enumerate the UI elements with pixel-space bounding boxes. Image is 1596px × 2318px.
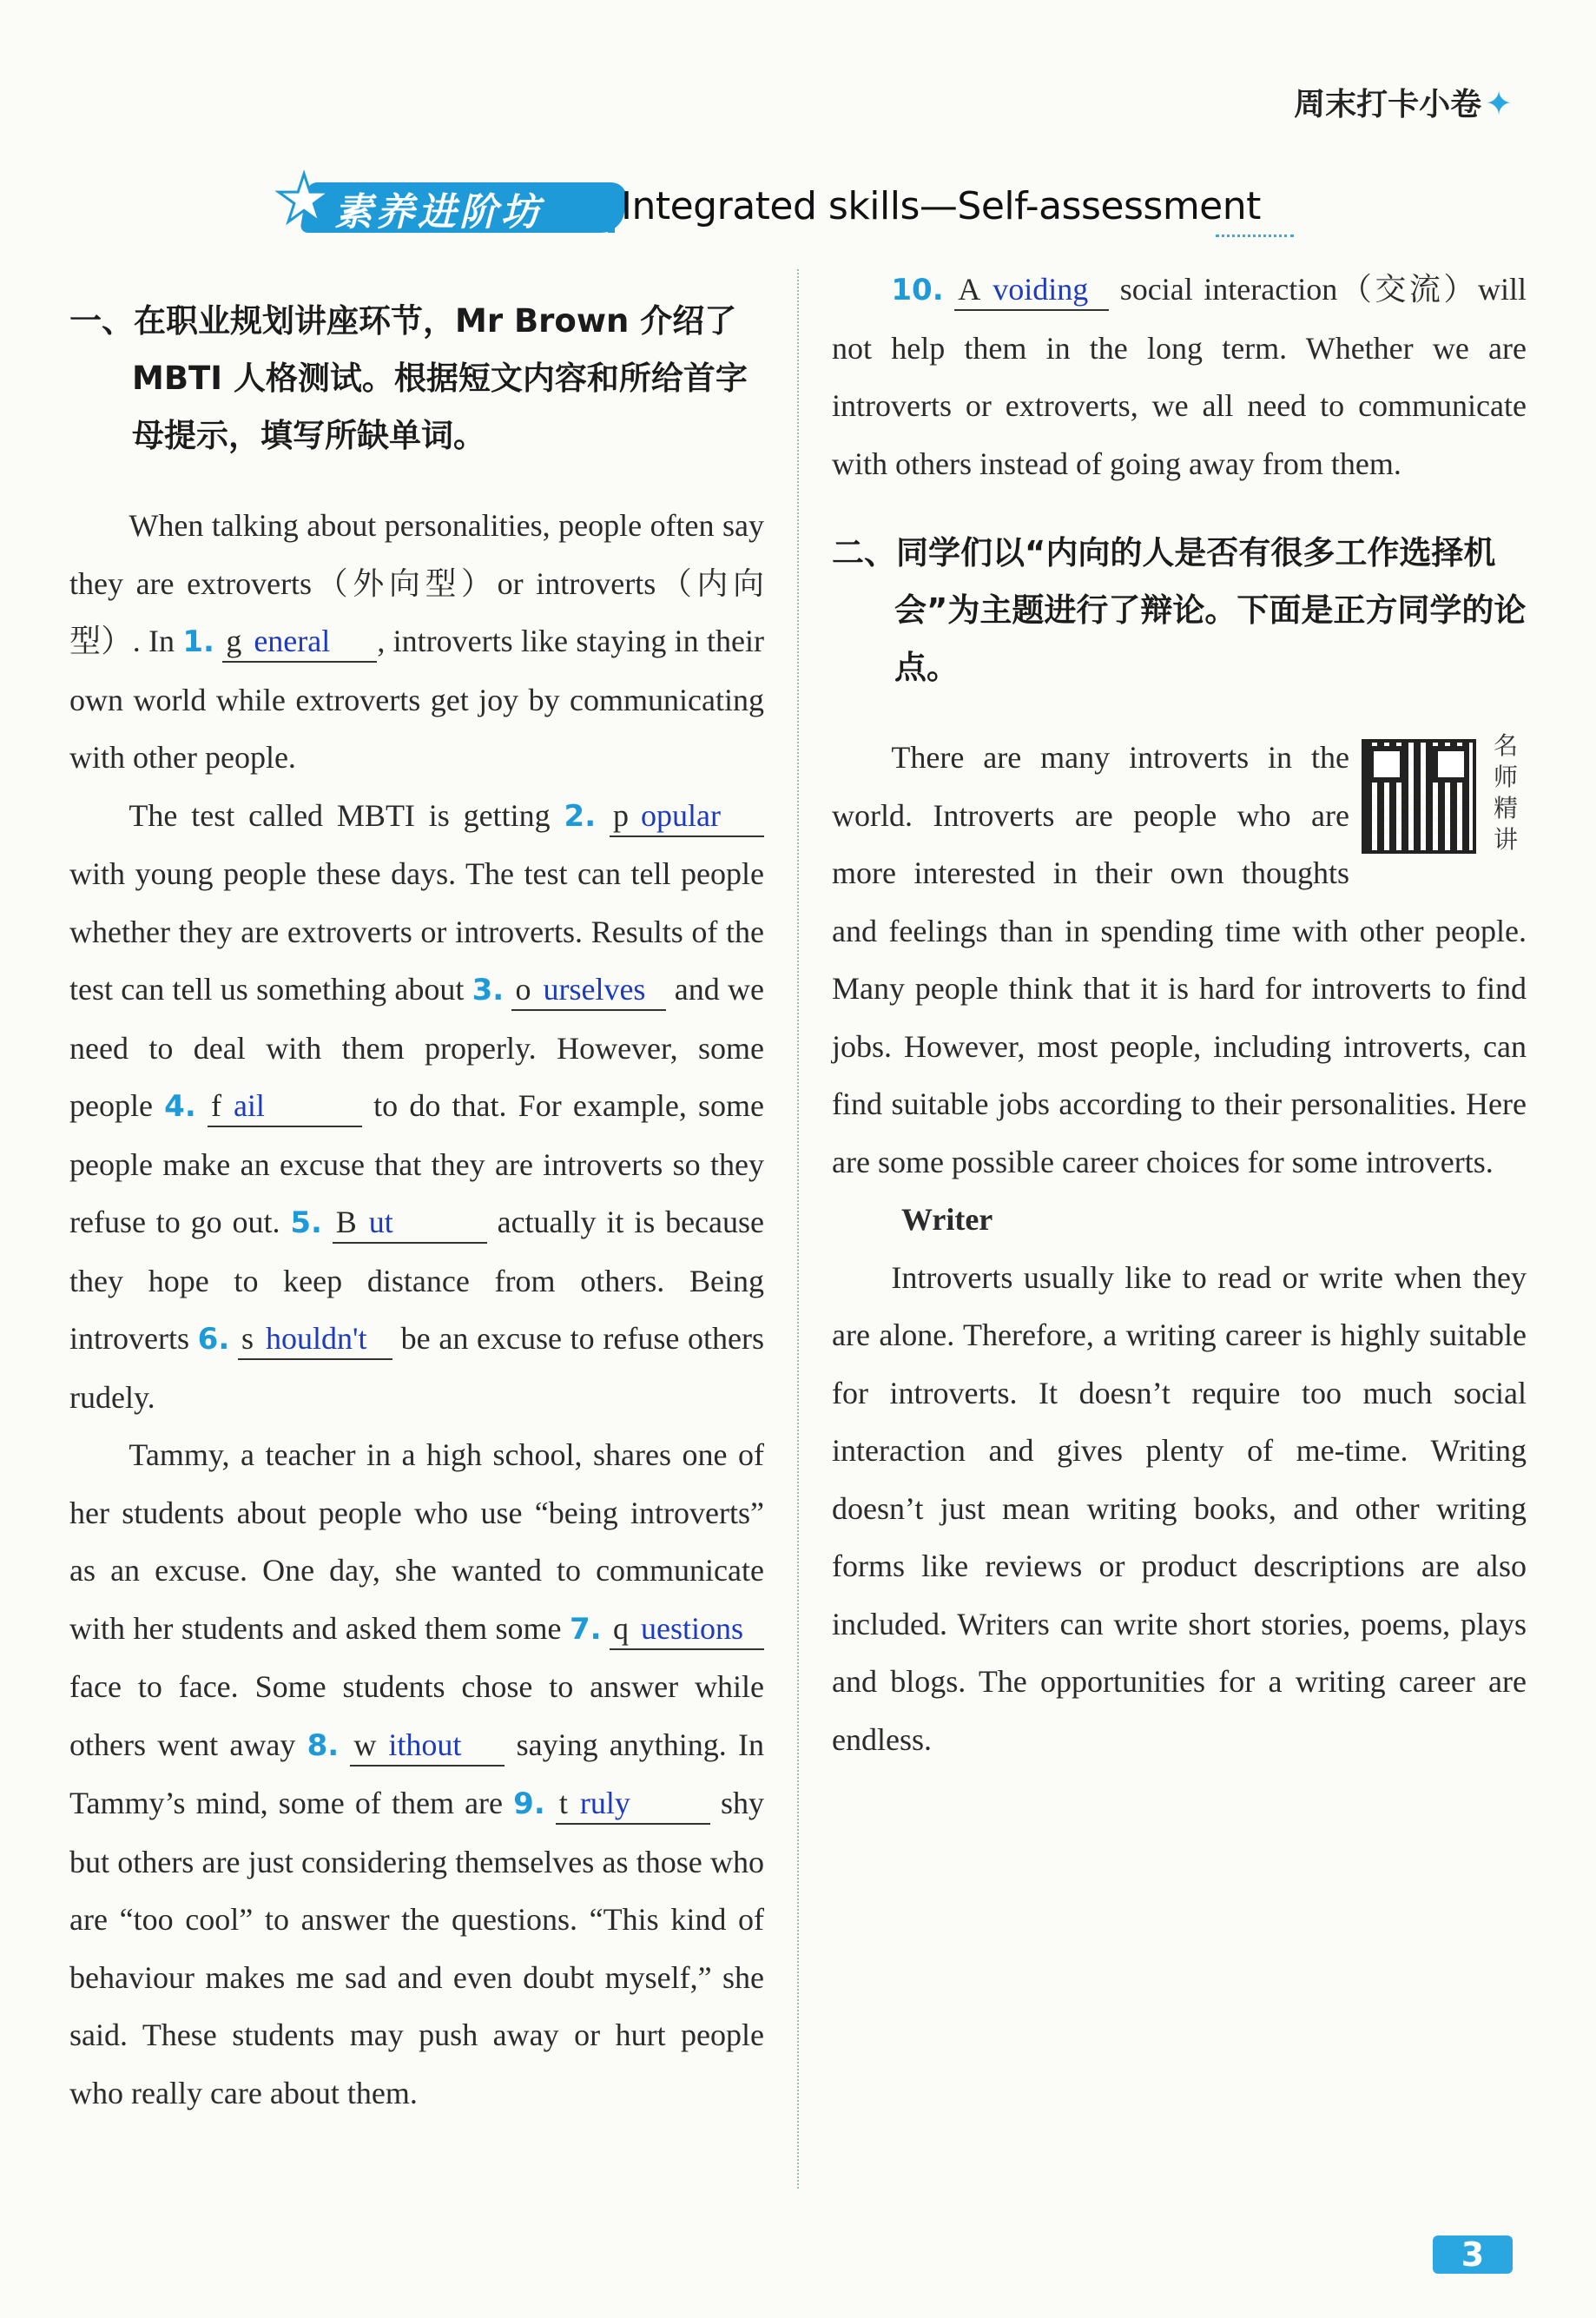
answer-blank-2[interactable]: p opular	[610, 796, 764, 837]
section2-paragraph-1: There are many introverts in the world. Introverts are people who are more interested in their own thoughts and feelings than in spending time with other people. Many people think that it is hard for introverts to find jobs. However, most people, including introverts, can find suitable jobs according to their personalities. Here are some possible career choices for some introverts.	[832, 740, 1527, 1179]
section2-heading: 二、同学们以“内向的人是否有很多工作选择机会”为主题进行了辩论。下面是正方同学的论点。	[832, 534, 1527, 686]
answer-blank-4[interactable]: f ail	[208, 1086, 362, 1127]
right-column	[832, 261, 1527, 1768]
sparkle-icon: ✦	[1485, 84, 1513, 122]
section1-paragraph-3: Tammy, a teacher in a high school, shares one of her students about people who use “being introverts” as an excuse. One day, she wanted to communicate with her students and asked them some 7. q uestions face to face. Some students chose to answer while others went away 8. w ithout saying anything. In Tammy’s mind, some of them are 9. t ruly shy but others are just considering themselves as those who are “too cool” to answer the questions. “This kind of behaviour makes me sad and even doubt myself,” she said. These students may push away or hurt people who really care about them.	[69, 1437, 765, 2110]
answer-blank-1[interactable]: g eneral	[222, 621, 377, 663]
left-column	[69, 261, 764, 2122]
answer-blank-8[interactable]: w ithout	[350, 1725, 505, 1767]
banner-dots	[1216, 234, 1294, 237]
blank-number: 2.	[564, 798, 597, 834]
banner-divider-bar	[608, 184, 615, 233]
page-number: 3	[1433, 2235, 1513, 2274]
answer-blank-6[interactable]: s houldn't	[238, 1318, 392, 1360]
section2-paragraph-2: Introverts usually like to read or write when they are alone. Therefore, a writing career is highly suitable for introverts. It doesn’t require too much social interaction and gives plenty of me-time. Writing doesn’t just mean writing books, and other writing forms like reviews or product descriptions are also included. Writers can write short stories, poems, plays and blogs. The opportunities for a writing career are endless.	[832, 1259, 1527, 1757]
blank-number: 8.	[307, 1727, 340, 1763]
blank-number: 10.	[891, 273, 944, 307]
answer-blank-5[interactable]: B ut	[333, 1202, 487, 1244]
section1-paragraph-4: 10. A voiding social interaction（交流）will not help them in the long term. Whether we are introverts or extroverts, we all need to communicate with others instead of going away from them.	[832, 261, 1527, 492]
qr-code-icon[interactable]	[1362, 739, 1476, 854]
blank-number: 7.	[569, 1611, 602, 1647]
banner-badge-text: 素养进阶坊	[334, 190, 543, 234]
blank-number: 3.	[472, 973, 505, 1007]
writer-heading: Writer	[901, 1202, 993, 1237]
blank-number: 4.	[164, 1089, 196, 1124]
section-banner	[274, 160, 1294, 241]
answer-blank-7[interactable]: q uestions	[610, 1608, 764, 1650]
blank-number: 1.	[182, 624, 214, 659]
answer-blank-9[interactable]: t ruly	[556, 1783, 710, 1825]
qr-code-block[interactable]	[1362, 731, 1527, 861]
blank-number: 9.	[513, 1786, 545, 1821]
column-divider	[797, 269, 799, 2189]
qr-code-label: 名师精讲	[1493, 731, 1518, 854]
section1-heading: 一、在职业规划讲座环节，Mr Brown 介绍了 MBTI 人格测试。根据短文内容和所给首字母提示，填写所缺单词。	[69, 302, 748, 454]
blank-number: 6.	[197, 1322, 230, 1357]
section1-paragraph-1: When talking about personalities, people often say they are extroverts（外向型）or introverts（内向型）. In 1. g eneral , introverts like staying in their own world while extroverts get joy by communicating with other people.	[69, 508, 764, 775]
star-icon: ★	[274, 160, 334, 237]
blank-number: 5.	[290, 1205, 322, 1240]
header-tag-text: 周末打卡小卷	[1294, 87, 1482, 122]
answer-blank-10[interactable]: A voiding	[954, 269, 1109, 311]
section1-paragraph-2: The test called MBTI is getting 2. p opular with young people these days. The test can tell people whether they are extroverts or introverts. Results of the test can tell us something about 3. o urselves and we need to deal with them properly. However, some people 4. f ail to do that. For example, some people make an excuse that they are introverts so they refuse to go out. 5. B ut actually it is because they hope to keep distance from others. Being introverts 6. s houldn't be an excuse to refuse others rudely.	[69, 787, 764, 1427]
answer-blank-3[interactable]: o urselves	[511, 969, 666, 1011]
banner-subtitle: Integrated skills—Self-assessment	[621, 184, 1261, 228]
page-header-tag	[1294, 80, 1513, 124]
